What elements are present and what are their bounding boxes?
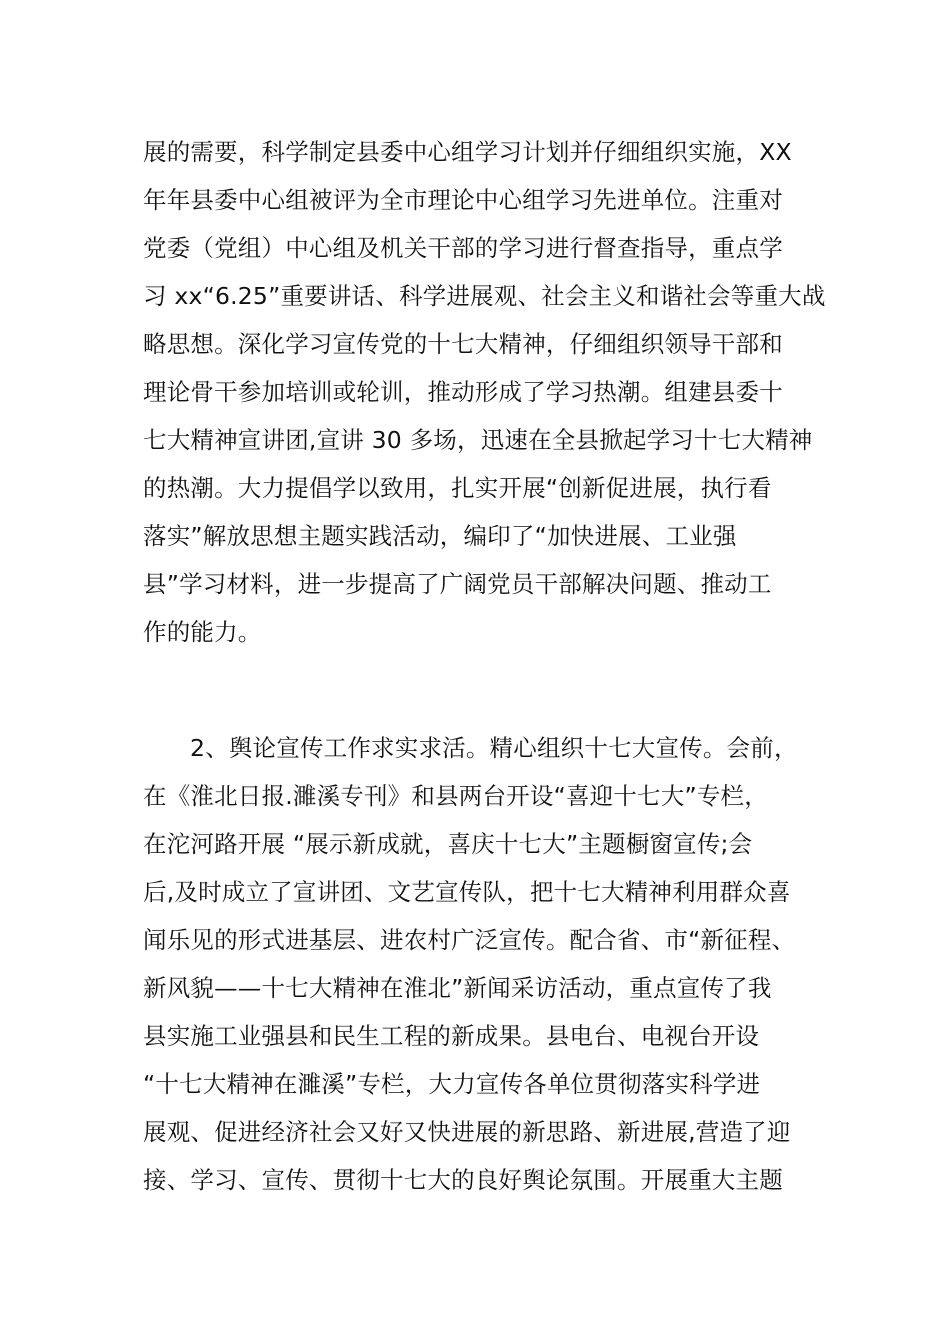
text-line: 作的能力。 — [143, 618, 262, 646]
text-line: 2、舆论宣传工作求实求活。精心组织十七大宣传。会前， — [190, 734, 798, 762]
text-line: 七大精神宣讲团,宣讲 30 多场，迅速在全县掀起学习十七大精神 — [143, 426, 813, 454]
text-line: “十七大精神在濉溪”专栏，大力宣传各单位贯彻落实科学进 — [143, 1070, 761, 1098]
text-line: 理论骨干参加培训或轮训，推动形成了学习热潮。组建县委十 — [143, 378, 783, 406]
text-line: 年年县委中心组被评为全市理论中心组学习先进单位。注重对 — [143, 186, 783, 214]
text-line: 党委（党组）中心组及机关干部的学习进行督查指导，重点学 — [143, 234, 783, 262]
text-line: 在沱河路开展 “展示新成就，喜庆十七大”主题橱窗宣传;会 — [143, 830, 753, 858]
text-line: 习 xx“6.25”重要讲话、科学进展观、社会主义和谐社会等重大战 — [143, 282, 826, 310]
text-line: 后,及时成立了宣讲团、文艺宣传队，把十七大精神利用群众喜 — [143, 878, 791, 906]
text-line: 在《淮北日报.濉溪专刊》和县两台开设“喜迎十七大”专栏， — [143, 782, 768, 810]
text-line: 的热潮。大力提倡学以致用，扎实开展“创新促进展，执行看 — [143, 474, 772, 502]
text-line: 略思想。深化学习宣传党的十七大精神，仔细组织领导干部和 — [143, 330, 783, 358]
text-line: 接、学习、宣传、贯彻十七大的良好舆论氛围。开展重大主题 — [143, 1166, 783, 1194]
text-line: 展观、促进经济社会又好又快进展的新思路、新进展,营造了迎 — [143, 1118, 791, 1146]
text-line: 新风貌——十七大精神在淮北”新闻采访活动，重点宣传了我 — [143, 974, 772, 1002]
text-line: 县实施工业强县和民生工程的新成果。县电台、电视台开设 — [143, 1022, 760, 1050]
text-line: 落实”解放思想主题实践活动，编印了“加快进展、工业强 — [143, 522, 737, 550]
text-line: 展的需要，科学制定县委中心组学习计划并仔细组织实施，XX — [143, 138, 792, 166]
text-line: 县”学习材料，进一步提高了广阔党员干部解决问题、推动工 — [143, 570, 772, 598]
text-line: 闻乐见的形式进基层、进农村广泛宣传。配合省、市“新征程、 — [143, 926, 796, 954]
